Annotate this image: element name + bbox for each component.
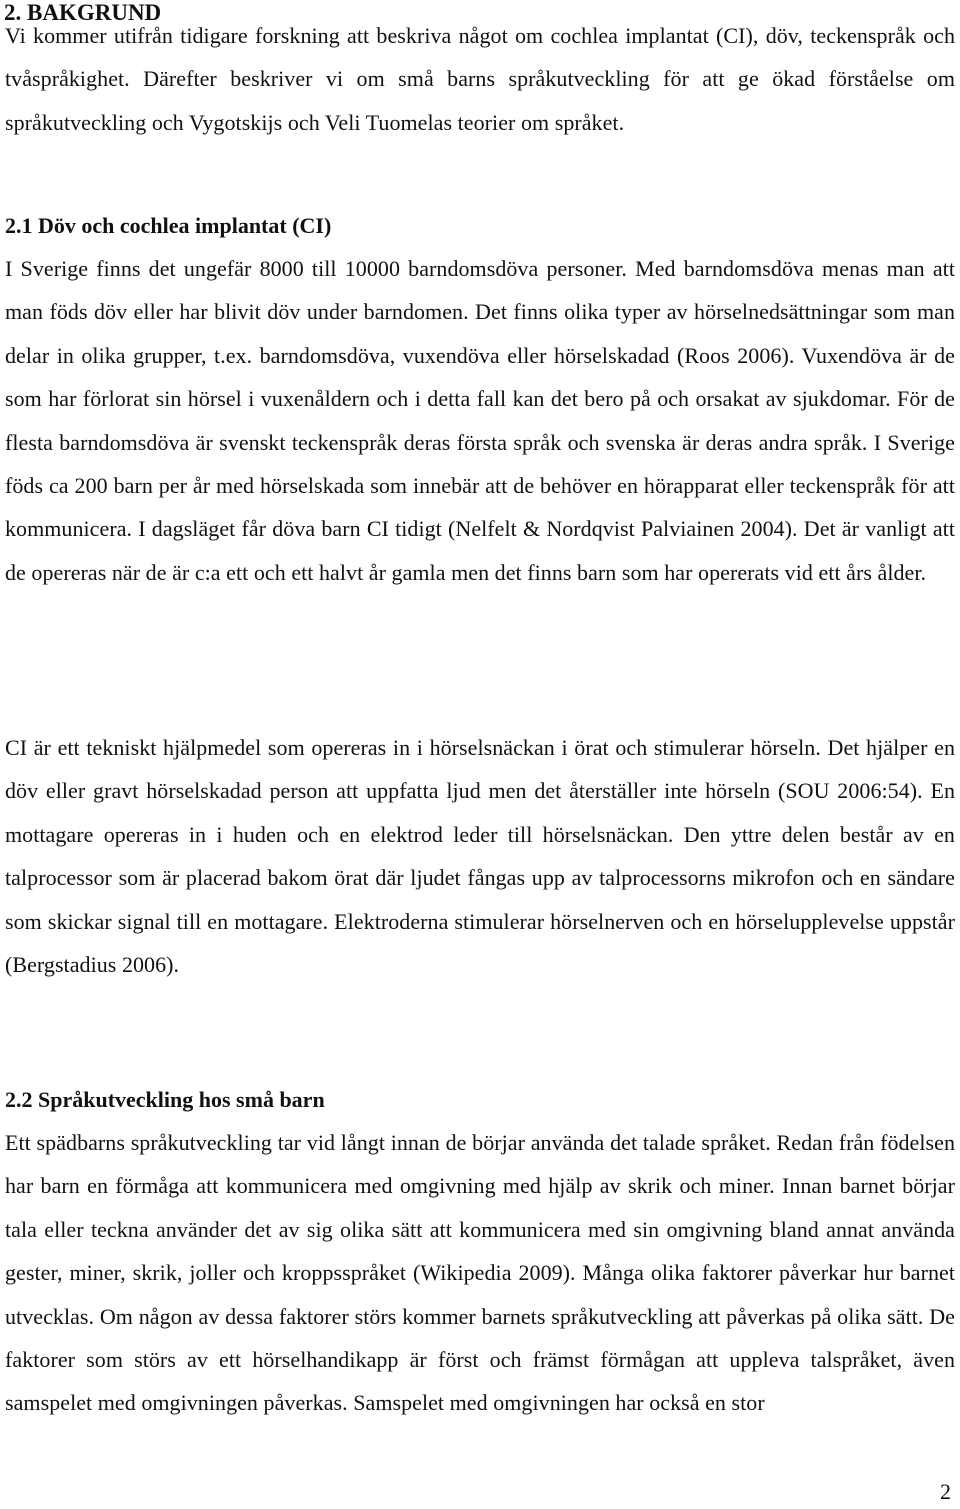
subsection-2-1-paragraph-1: I Sverige finns det ungefär 8000 till 10000 barndomsdöva personer. Med barndomsdöva menas man att man föds döv eller har blivit döv under barndomen. Det finns olika typer av hörselnedsättningar som man delar in olika grupper, t.ex. barndomsdöva, vuxendöva eller hörselskadad (Roos 2006). Vuxendöva är de som har förlorat sin hörsel i vuxenåldern och i detta fall kan det bero på och orsakat av sjukdomar. För de flesta barndomsdöva är svenskt teckenspråk deras första språk och svenska är deras andra språk. I Sverige föds ca 200 barn per år med hörselskada som innebär att de behöver en hörapparat eller teckenspråk för att kommunicera. I dagsläget får döva barn CI tidigt (Nelfelt & Nordqvist Palviainen 2004). Det är vanligt att de opereras när de är c:a ett och ett halvt år gamla men det finns barn som har opererats vid ett års ålder. [5, 256, 955, 585]
section-heading: 2. BAKGRUND [4, 0, 162, 25]
subsection-2-2-paragraph-1: Ett spädbarns språkutveckling tar vid långt innan de börjar använda det talade språket. Redan från födelsen har barn en förmåga att kommunicera med omgivning med hjälp av skrik och miner. Innan barnet börjar tala eller teckna använder det av sig olika sätt att kommunicera med sin omgivning bland annat använda gester, miner, skrik, joller och kroppsspråket (Wikipedia 2009). Många olika faktorer påverkar hur barnet utvecklas. Om någon av dessa faktorer störs kommer barnets språkutveckling att påverkas på olika sätt. De faktorer som störs av ett hörselhandikapp är först och främst förmågan att uppleva talspråket, även samspelet med omgivningen påverkas. Samspelet med omgivningen har också en stor [5, 1130, 955, 1416]
subsection-heading-2-2: 2.2 Språkutveckling hos små barn [5, 1087, 325, 1112]
subsection-heading-2-1: 2.1 Döv och cochlea implantat (CI) [5, 213, 332, 238]
subsection-2-1-paragraph-2: CI är ett tekniskt hjälpmedel som opereras in i hörselsnäckan i örat och stimulerar hörseln. Det hjälper en döv eller gravt hörselskadad person att uppfatta ljud men det återställer inte hörseln (SOU 2006:54). En mottagare opereras in i huden och en elektrod leder till hörselsnäckan. Den yttre delen består av en talprocessor som är placerad bakom örat där ljudet fångas upp av talprocessorns mikrofon och en sändare som skickar signal till en mottagare. Elektroderna stimulerar hörselnerven och en hörselupplevelse uppstår (Bergstadius 2006). [5, 735, 955, 978]
page-number: 2 [940, 1479, 951, 1504]
intro-paragraph: Vi kommer utifrån tidigare forskning att beskriva något om cochlea implantat (CI), döv, teckenspråk och tvåspråkighet. Därefter beskriver vi om små barns språkutveckling för att ge ökad förståelse om språkutveckling och Vygotskijs och Veli Tuomelas teorier om språket. [5, 23, 955, 135]
